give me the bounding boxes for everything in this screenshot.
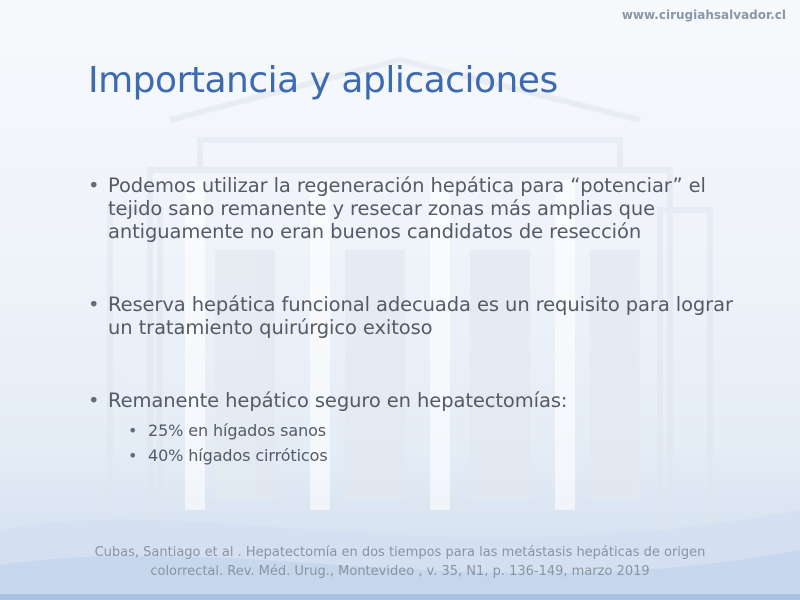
bullet-text: Reserva hepática funcional adecuada es un requisito para lograr un tratamiento quirúrgico exitoso	[108, 293, 733, 339]
bullet-list	[88, 174, 748, 468]
citation-line: Cubas, Santiago et al . Hepatectomía en dos tiempos para las metástasis hepáticas de origen	[94, 545, 706, 560]
site-url: www.cirugiahsalvador.cl	[621, 8, 786, 22]
bullet-item	[88, 389, 748, 468]
sub-bullet-list	[108, 418, 748, 468]
citation	[20, 543, 780, 581]
slide-title: Importancia y aplicaciones	[88, 60, 558, 101]
bullet-item	[88, 293, 748, 339]
bullet-text: Podemos utilizar la regeneración hepática para “potenciar” el tejido sano remanente y resecar zonas más amplias que antiguamente no eran buenos candidatos de resección	[108, 174, 706, 243]
sub-bullet-item: • 25% en hígados sanos	[128, 418, 748, 443]
bullet-text: Remanente hepático seguro en hepatectomías:	[108, 389, 568, 412]
bullet-item	[88, 174, 748, 243]
sub-bullet-item: • 40% hígados cirróticos	[128, 443, 748, 468]
citation-line: colorrectal. Rev. Méd. Urug., Montevideo , v. 35, N1, p. 136-149, marzo 2019	[150, 564, 650, 579]
